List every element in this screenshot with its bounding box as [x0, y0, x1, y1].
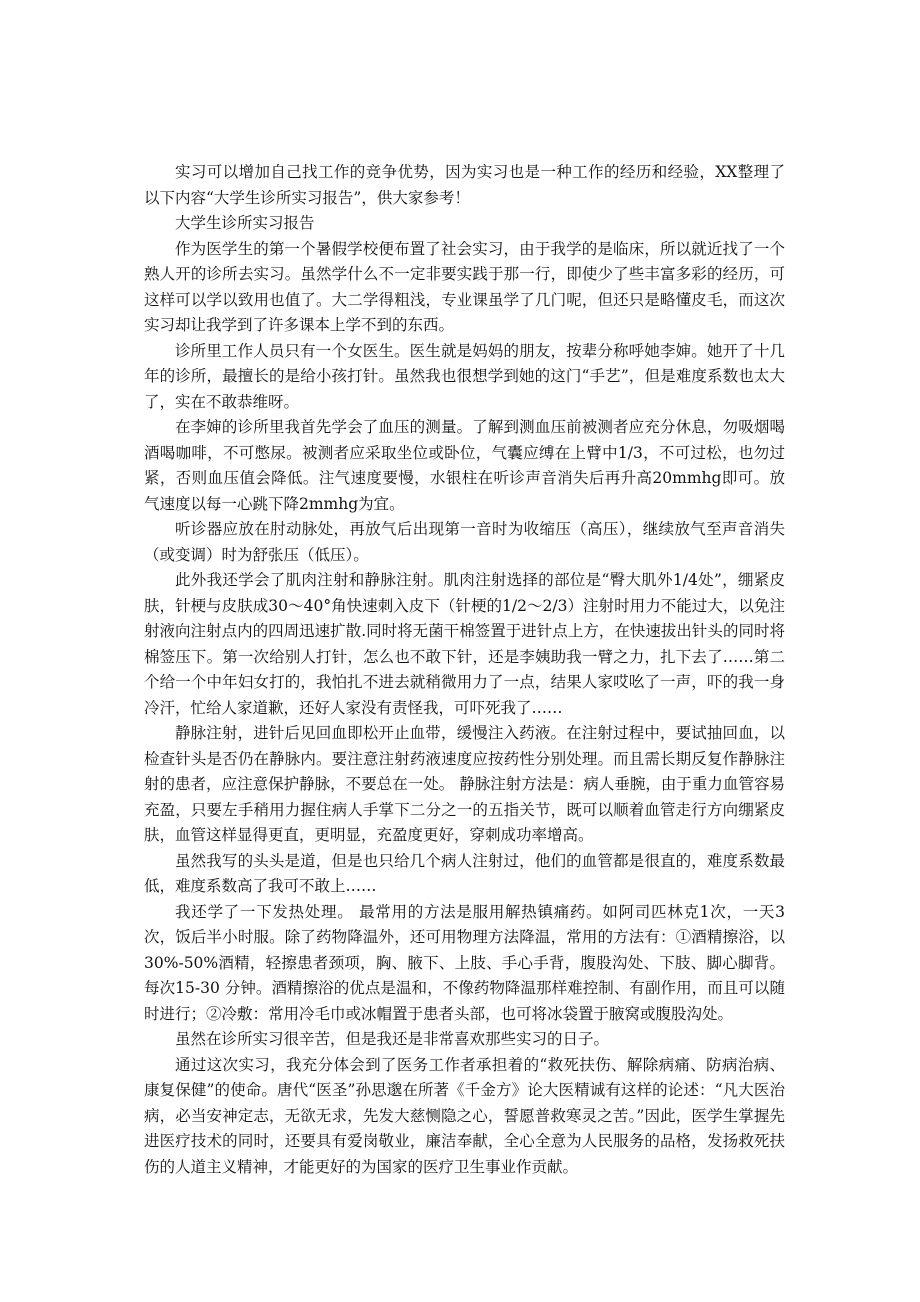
body-paragraph: 诊所里工作人员只有一个女医生。医生就是妈妈的朋友，按辈分称呼她李婶。她开了十几年的诊所，最擅长的是给小孩打针。虽然我也很想学到她的这门“手艺”，但是难度系数也太大了，实在不敢恭维呀。: [144, 341, 785, 411]
document-title: 大学生诊所实习报告: [175, 214, 315, 232]
body-paragraph: 听诊器应放在肘动脉处，再放气后出现第一音时为收缩压（高压），继续放气至声音消失（或变调）时为舒张压（低压）。: [144, 520, 785, 564]
body-paragraph: 此外我还学会了肌肉注射和静脉注射。肌肉注射选择的部位是“臀大肌外1/4处”，绷紧皮肤，针梗与皮肤成30～40°角快速刺入皮下（针梗的1/2～2/3）注射时用力不能过大，以免注射液向注射点内的四周迅速扩散.同时将无菌干棉签置于进针点上方，在快速拔出针头的同时将棉签压下。第一次给别人打针，怎么也不敢下针，还是李姨助我一臂之力，扎下去了……第二个给一个中年妇女打的，我怕扎不进去就稍微用力了一点，结果人家哎吆了一声，吓的我一身冷汗，忙给人家道歉，还好人家没有责怪我，可吓死我了……: [144, 571, 785, 717]
intro-paragraph: 实习可以增加自己找工作的竞争优势，因为实习也是一种工作的经历和经验，XX整理了以下内容“大学生诊所实习报告”，供大家参考！: [144, 163, 785, 207]
body-paragraph: 静脉注射，进针后见回血即松开止血带，缓慢注入药液。在注射过程中，要试抽回血，以检查针头是否仍在静脉内。要注意注射药液速度应按药性分别处理。而且需长期反复作静脉注射的患者，应注意保护静脉，不要总在一处。 静脉注射方法是：病人垂腕，由于重力血管容易充盈，只要左手稍用力握住病人手掌下二分之一的五指关节，既可以顺着血管走行方向绷紧皮肤，血管这样显得更直，更明显，充盈度更好，穿刺成功率增高。: [144, 724, 785, 844]
body-paragraph: 虽然在诊所实习很辛苦，但是我还是非常喜欢那些实习的日子。: [175, 1030, 610, 1048]
document-body: [144, 160, 785, 1180]
body-paragraph: 作为医学生的第一个暑假学校便布置了社会实习，由于我学的是临床，所以就近找了一个熟人开的诊所去实习。虽然学什么不一定非要实践于那一行，即使少了些丰富多彩的经历，可这样可以学以致用也值了。大二学得粗浅，专业课虽学了几门呢，但还只是略懂皮毛，而这次实习却让我学到了许多课本上学不到的东西。: [144, 239, 785, 334]
body-paragraph: 虽然我写的头头是道，但是也只给几个病人注射过，他们的血管都是很直的，难度系数最低，难度系数高了我可不敢上……: [144, 851, 785, 895]
body-paragraph: 我还学了一下发热处理。 最常用的方法是服用解热镇痛药。如阿司匹林克1次，一天3次，饭后半小时服。除了药物降温外，还可用物理方法降温，常用的方法有：①酒精擦浴，以30%-50%酒精，轻擦患者颈项，胸、腋下、上肢、手心手背，腹股沟处、下肢、脚心脚背。每次15-30 分钟。酒精擦浴的优点是温和，不像药物降温那样难控制、有副作用，而且可以随时进行；②冷敷：常用冷毛巾或冰帽置于患者头部，也可将冰袋置于腋窝或腹股沟处。: [144, 902, 785, 1023]
body-paragraph: 通过这次实习，我充分体会到了医务工作者承担着的“救死扶伤、解除病痛、防病治病、康复保健”的使命。唐代“医圣”孙思邈在所著《千金方》论大医精诚有这样的论述：“凡大医治病，必当安神定志，无欲无求，先发大慈恻隐之心，誓愿普救寒灵之苦。”因此，医学生掌握先进医疗技术的同时，还要具有爱岗敬业，廉洁奉献，全心全意为人民服务的品格，发扬救死扶伤的人道主义精神，才能更好的为国家的医疗卫生事业作贡献。: [144, 1055, 785, 1176]
body-paragraph: 在李婶的诊所里我首先学会了血压的测量。了解到测血压前被测者应充分休息，勿吸烟喝酒喝咖啡，不可憋尿。被测者应采取坐位或卧位，气囊应缚在上臂中1/3，不可过松，也勿过紧，否则血压值会降低。注气速度要慢，水银柱在听诊声音消失后再升高20mmhg即可。放气速度以每一心跳下降2mmhg为宜。: [144, 418, 785, 513]
